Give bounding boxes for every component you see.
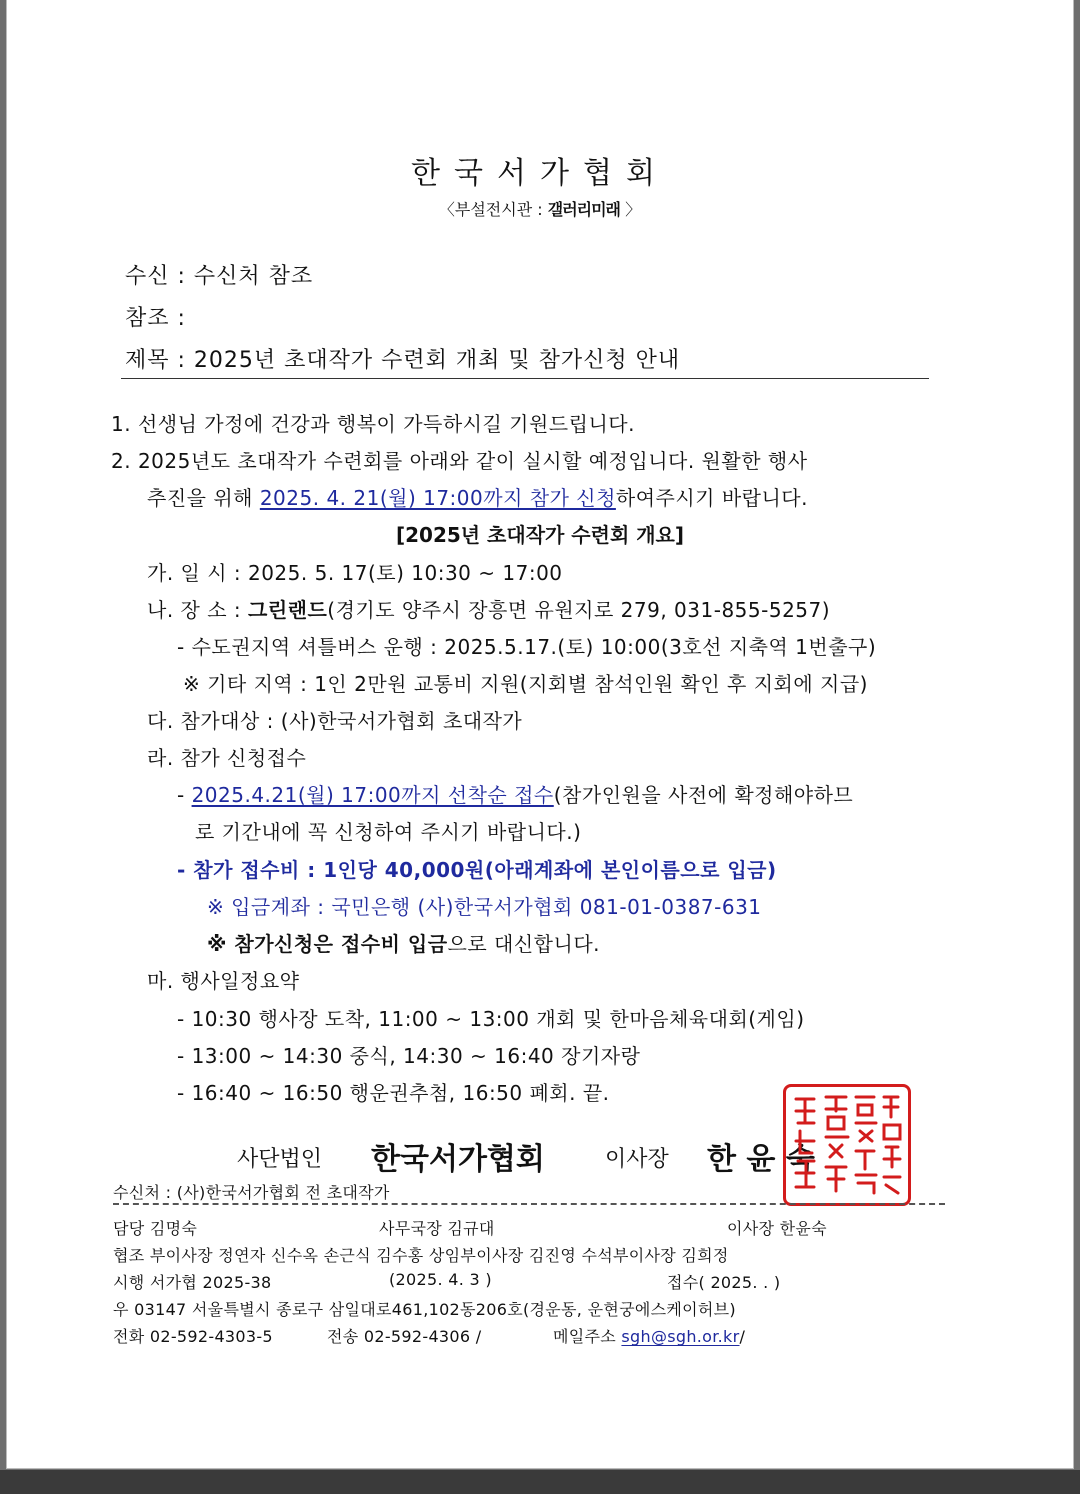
ma-schedule-3: - 16:40 ~ 16:50 행운권추첨, 16:50 폐회. 끝. (177, 1081, 610, 1105)
reference-line: 참조 : (125, 306, 186, 331)
ra-deadline-line-2: 로 기간내에 꼭 신청하여 주시기 바랍니다.) (195, 820, 582, 844)
ra-note-bold: ※ 참가신청은 접수비 입금 (207, 932, 448, 956)
recipient-line: 수신 : 수신처 참조 (125, 264, 314, 289)
item-2-line-2 (147, 482, 808, 511)
subject-line: 제목 : 2025년 초대작가 수련회 개최 및 참가신청 안내 (125, 348, 681, 373)
footer-fax: 전송 02-592-4306 / (327, 1327, 482, 1346)
signature-org: 한국서가협회 (371, 1142, 545, 1177)
deadline-highlight: 2025. 4. 21(월) 17:00까지 참가 신청 (259, 486, 616, 510)
official-seal (783, 1084, 911, 1206)
ra-deadline-post: (참가인원을 사전에 확정해야하므 (553, 783, 854, 807)
footer-enforcement: 시행 서가협 2025-38 (113, 1273, 272, 1292)
item-1: 1. 선생님 가정에 건강과 행복이 가득하시길 기원드립니다. (111, 412, 635, 436)
footer-divider (113, 1203, 945, 1205)
ra-dash: - (177, 783, 192, 807)
footer-cooperation: 협조 부이사장 정연자 신수옥 손근식 김수홍 상임부이사장 김진영 수석부이사장 김희정 (113, 1246, 729, 1265)
item-ra-application: 라. 참가 신청접수 (147, 746, 307, 770)
footer-email-line (553, 1324, 745, 1347)
signature-prefix: 사단법인 (237, 1147, 323, 1172)
ra-note (207, 928, 600, 957)
item-ga-date: 가. 일 시 : 2025. 5. 17(토) 10:30 ~ 17:00 (147, 561, 563, 585)
org-subtitle (7, 197, 1073, 220)
footer-receipt: 접수( 2025. . ) (667, 1273, 781, 1292)
viewer-bottom-bar (0, 1470, 1080, 1494)
document-page (6, 0, 1074, 1469)
subtitle-prefix: 〈부설전시관 : (438, 200, 543, 219)
na-post: (경기도 양주시 장흥면 유원지로 279, 031-855-5257) (327, 598, 831, 622)
org-title: 한국서가협회 (411, 156, 669, 191)
ra-note-post: 으로 대신합니다. (447, 932, 601, 956)
footer-recipients: 수신처 : (사)한국서가협회 전 초대작가 (113, 1183, 390, 1202)
na-pre: 나. 장 소 : (147, 598, 248, 622)
ra-deadline-line (177, 779, 853, 808)
ra-deadline: 2025.4.21(월) 17:00까지 선착순 접수 (191, 783, 554, 807)
ma-schedule-2: - 13:00 ~ 14:30 중식, 14:30 ~ 16:40 장기자랑 (177, 1044, 641, 1068)
item-da-target: 다. 참가대상 : (사)한국서가협회 초대작가 (147, 709, 523, 733)
item-2-pre: 추진을 위해 (147, 486, 260, 510)
item-ma-schedule: 마. 행사일정요약 (147, 969, 300, 993)
gallery-logo: 갤러리미래 (547, 200, 621, 219)
signature-role: 이사장 (605, 1147, 669, 1172)
footer-email-slash: / (739, 1327, 746, 1346)
footer-secretary: 사무국장 김규대 (379, 1219, 495, 1238)
subject-divider (121, 378, 929, 379)
seal-text: 社團法人韓國書家協會理事長之印 (846, 1101, 861, 1102)
na-other-region: ※ 기타 지역 : 1인 2만원 교통비 지원(지회별 참석인원 확인 후 지회에 지급) (183, 672, 868, 696)
footer-address: 우 03147 서울특별시 종로구 삼일대로461,102동206호(경운동, 운현궁에스케이허브) (113, 1300, 736, 1319)
na-place-name: 그린랜드 (248, 598, 328, 622)
ma-schedule-1: - 10:30 행사장 도착, 11:00 ~ 13:00 개회 및 한마음체육대회(게임) (177, 1007, 805, 1031)
subtitle-suffix: 〉 (625, 200, 642, 219)
footer-phone: 전화 02-592-4303-5 (113, 1327, 273, 1346)
footer-enforcement-date: (2025. 4. 3 ) (389, 1270, 492, 1289)
na-shuttle: - 수도권지역 셔틀버스 운행 : 2025.5.17.(토) 10:00(3호선 지축역 1번출구) (177, 635, 877, 659)
footer-handler: 담당 김명숙 (113, 1219, 198, 1238)
ra-fee: - 참가 접수비 : 1인당 40,000원(아래계좌에 본인이름으로 입금) (177, 858, 777, 882)
signature-name: 한 윤 숙 (707, 1142, 815, 1177)
seal-pattern (786, 1087, 908, 1203)
ra-account: ※ 입금계좌 : 국민은행 (사)한국서가협회 081-01-0387-631 (207, 895, 762, 919)
footer-email-label: 메일주소 (553, 1327, 617, 1346)
footer-email-link[interactable]: sgh@sgh.or.kr (621, 1327, 740, 1346)
item-2-line-1: 2. 2025년도 초대작가 수련회를 아래와 같이 실시할 예정입니다. 원활한 행사 (111, 449, 808, 473)
overview-heading: [2025년 초대작가 수련회 개요] (395, 523, 685, 547)
footer-chairman: 이사장 한윤숙 (727, 1219, 827, 1238)
item-2-post: 하여주시기 바랍니다. (615, 486, 808, 510)
item-na-place (147, 594, 830, 623)
